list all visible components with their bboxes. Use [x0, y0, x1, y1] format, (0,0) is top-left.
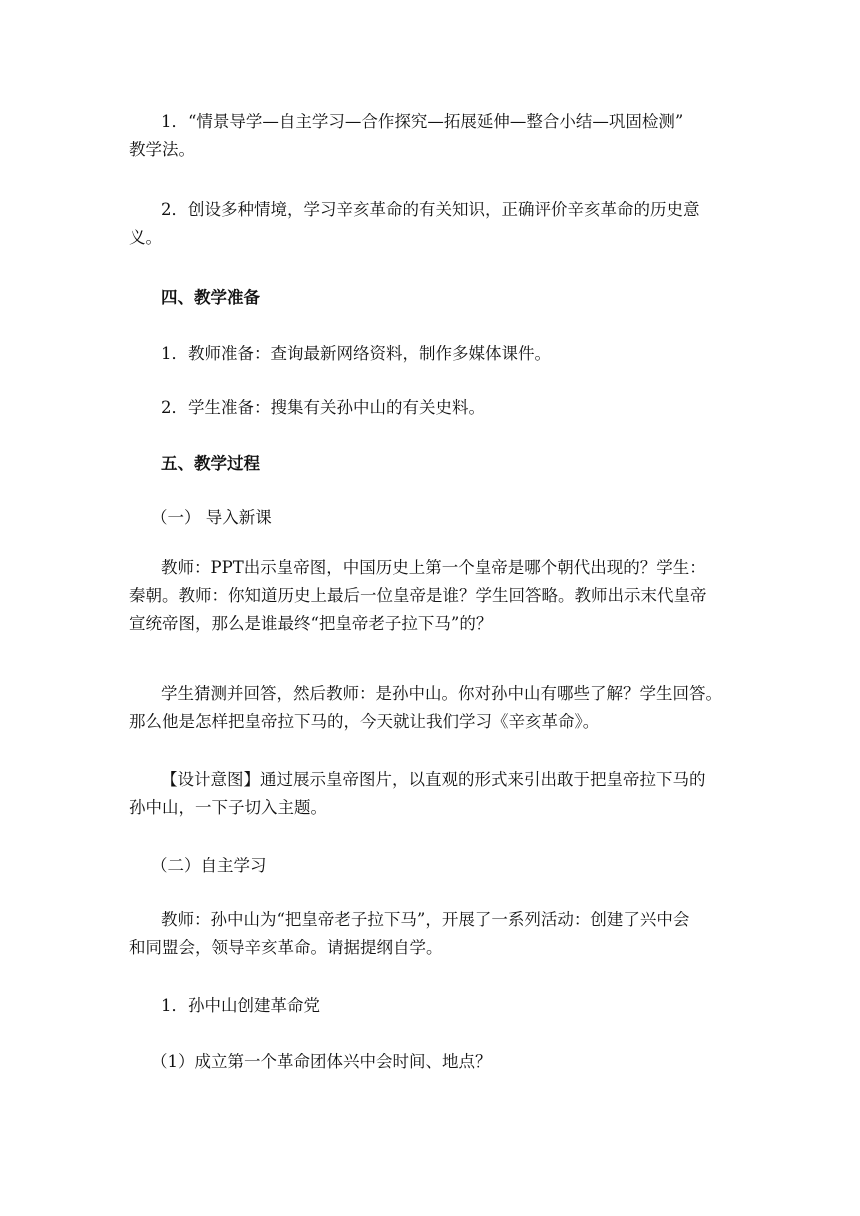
line: 宣统帝图，那么是谁最终“把皇帝老子拉下马”的？ [129, 614, 493, 633]
paragraph-create-situations [129, 196, 739, 252]
list-item-create-party [129, 992, 739, 1020]
paragraph-student-guess [129, 680, 739, 736]
paragraph-teacher-prep [129, 340, 739, 368]
line: 教学法。 [129, 140, 195, 159]
line: 1．教师准备：查询最新网络资料，制作多媒体课件。 [161, 344, 551, 363]
section-heading-preparation [129, 284, 739, 312]
paragraph-ppt-emperor [129, 554, 739, 638]
line: 2．学生准备：搜集有关孙中山的有关史料。 [161, 398, 485, 417]
list-item-question-1 [129, 1048, 739, 1076]
line: 那么他是怎样把皇帝拉下马的，今天就让我们学习《辛亥革命》。 [129, 712, 600, 731]
line: 2．创设多种情境，学习辛亥革命的有关知识，正确评价辛亥革命的历史意 [161, 200, 700, 219]
line: （一） 导入新课 [151, 508, 272, 527]
line: （1）成立第一个革命团体兴中会时间、地点？ [151, 1052, 492, 1071]
line: 五、教学过程 [161, 454, 260, 473]
line: 1．“情景导学—自主学习—合作探究—拓展延伸—整合小结—巩固检测” [161, 112, 684, 131]
line: 四、教学准备 [161, 288, 260, 307]
paragraph-teaching-method [129, 108, 739, 164]
line: 学生猜测并回答，然后教师：是孙中山。你对孙中山有哪些了解？学生回答。 [161, 684, 722, 703]
paragraph-design-intent [129, 766, 739, 822]
line: 义。 [129, 228, 162, 247]
line: 1．孙中山创建革命党 [161, 996, 320, 1015]
line: 和同盟会，领导辛亥革命。请据提纲自学。 [129, 938, 443, 957]
line: 秦朝。教师：你知道历史上最后一位皇帝是谁？学生回答略。教师出示末代皇帝 [129, 586, 707, 605]
line: （二）自主学习 [151, 856, 267, 875]
line: 孙中山，一下子切入主题。 [129, 798, 327, 817]
line: 教师：孙中山为“把皇帝老子拉下马”，开展了一系列活动：创建了兴中会 [161, 910, 690, 929]
paragraph-sun-yatsen-activities [129, 906, 739, 962]
subheading-self-study [129, 852, 739, 880]
paragraph-student-prep [129, 394, 739, 422]
subheading-introduction [129, 504, 739, 532]
line: 【设计意图】通过展示皇帝图片，以直观的形式来引出敢于把皇帝拉下马的 [161, 770, 706, 789]
line: 教师：PPT出示皇帝图，中国历史上第一个皇帝是哪个朝代出现的？学生： [161, 558, 706, 577]
section-heading-process [129, 450, 739, 478]
